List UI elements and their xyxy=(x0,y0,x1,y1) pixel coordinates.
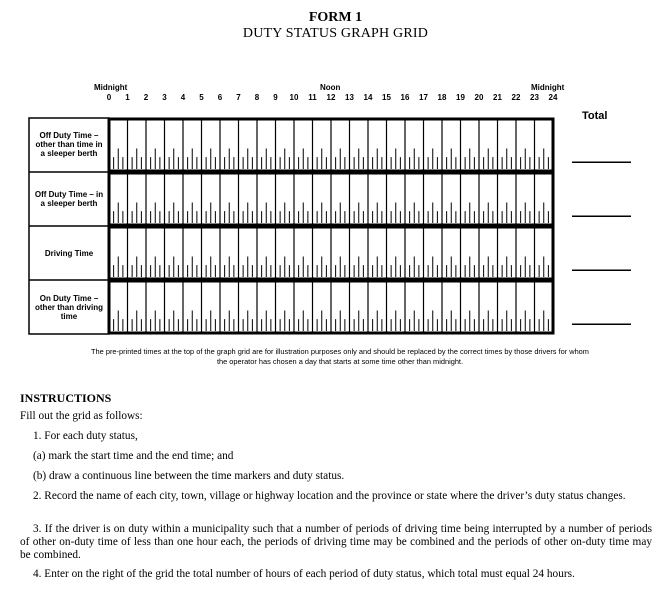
hour-label: 13 xyxy=(345,93,354,102)
instruction-item-4: 4. Enter on the right of the grid the total number of hours of each period of duty status, which total must equal 24 hours. xyxy=(33,568,575,580)
form-subtitle: DUTY STATUS GRAPH GRID xyxy=(242,26,429,41)
instruction-item-1a: (a) mark the start time and the end time; and xyxy=(33,450,234,462)
hour-label: 4 xyxy=(180,93,186,102)
row-label-driving: Driving Time xyxy=(44,248,94,258)
hour-label: 22 xyxy=(511,93,521,102)
hour-label: 20 xyxy=(474,93,484,102)
hour-label: 1 xyxy=(125,93,130,102)
row-label-on-duty: On Duty Time – other than driving time xyxy=(35,294,103,321)
noon-marker: Noon xyxy=(320,83,341,92)
instruction-item-3: 3. If the driver is on duty within a municipality such that a number of periods of driving time being interrupted by a number of periods of other on-duty time of less than one hour each, the periods of driving time may be combined and the periods of other on-duty time may be combined. xyxy=(20,523,652,561)
hour-label: 17 xyxy=(419,93,428,102)
hour-label: 8 xyxy=(254,93,260,102)
instruction-item-2: 2. Record the name of each city, town, village or highway location and the province or state where the driver’s duty status changes. xyxy=(33,490,626,502)
instruction-item-1: 1. For each duty status, xyxy=(33,430,138,442)
hour-label: 24 xyxy=(548,93,558,102)
instruction-item-1b: (b) draw a continuous line between the time markers and duty status. xyxy=(33,470,345,482)
total-column-header: Total xyxy=(582,110,608,122)
hour-label: 7 xyxy=(236,93,241,102)
row-label-sleeper-berth: Off Duty Time – in a sleeper berth xyxy=(34,190,104,208)
hour-label: 18 xyxy=(437,93,447,102)
hour-label: 14 xyxy=(363,93,373,102)
hour-label: 3 xyxy=(162,93,167,102)
midnight-end-marker: Midnight xyxy=(531,83,565,92)
hour-label: 2 xyxy=(143,93,149,102)
hour-label: 23 xyxy=(530,93,539,102)
instructions-intro: Fill out the grid as follows: xyxy=(20,410,143,422)
row-label-off-duty: Off Duty Time – other than time in a sleeper berth xyxy=(35,131,103,158)
hour-label: 9 xyxy=(273,93,278,102)
midnight-start-marker: Midnight xyxy=(94,83,128,92)
instructions-heading: INSTRUCTIONS xyxy=(20,391,112,405)
hour-label: 15 xyxy=(382,93,391,102)
hour-label: 5 xyxy=(199,93,204,102)
hour-label: 0 xyxy=(106,93,112,102)
hour-label: 16 xyxy=(400,93,410,102)
grid-note: The pre-printed times at the top of the graph grid are for illustration purposes only and should be replaced by the correct times by those drivers for whom the operator has chosen a day that starts at some time other than midnight. xyxy=(91,347,589,366)
hour-label: 21 xyxy=(493,93,502,102)
hour-label: 10 xyxy=(289,93,299,102)
hour-label: 12 xyxy=(326,93,336,102)
hour-label: 11 xyxy=(308,93,317,102)
hour-label: 19 xyxy=(456,93,465,102)
form-title: FORM 1 xyxy=(308,10,363,25)
hour-label: 6 xyxy=(217,93,223,102)
